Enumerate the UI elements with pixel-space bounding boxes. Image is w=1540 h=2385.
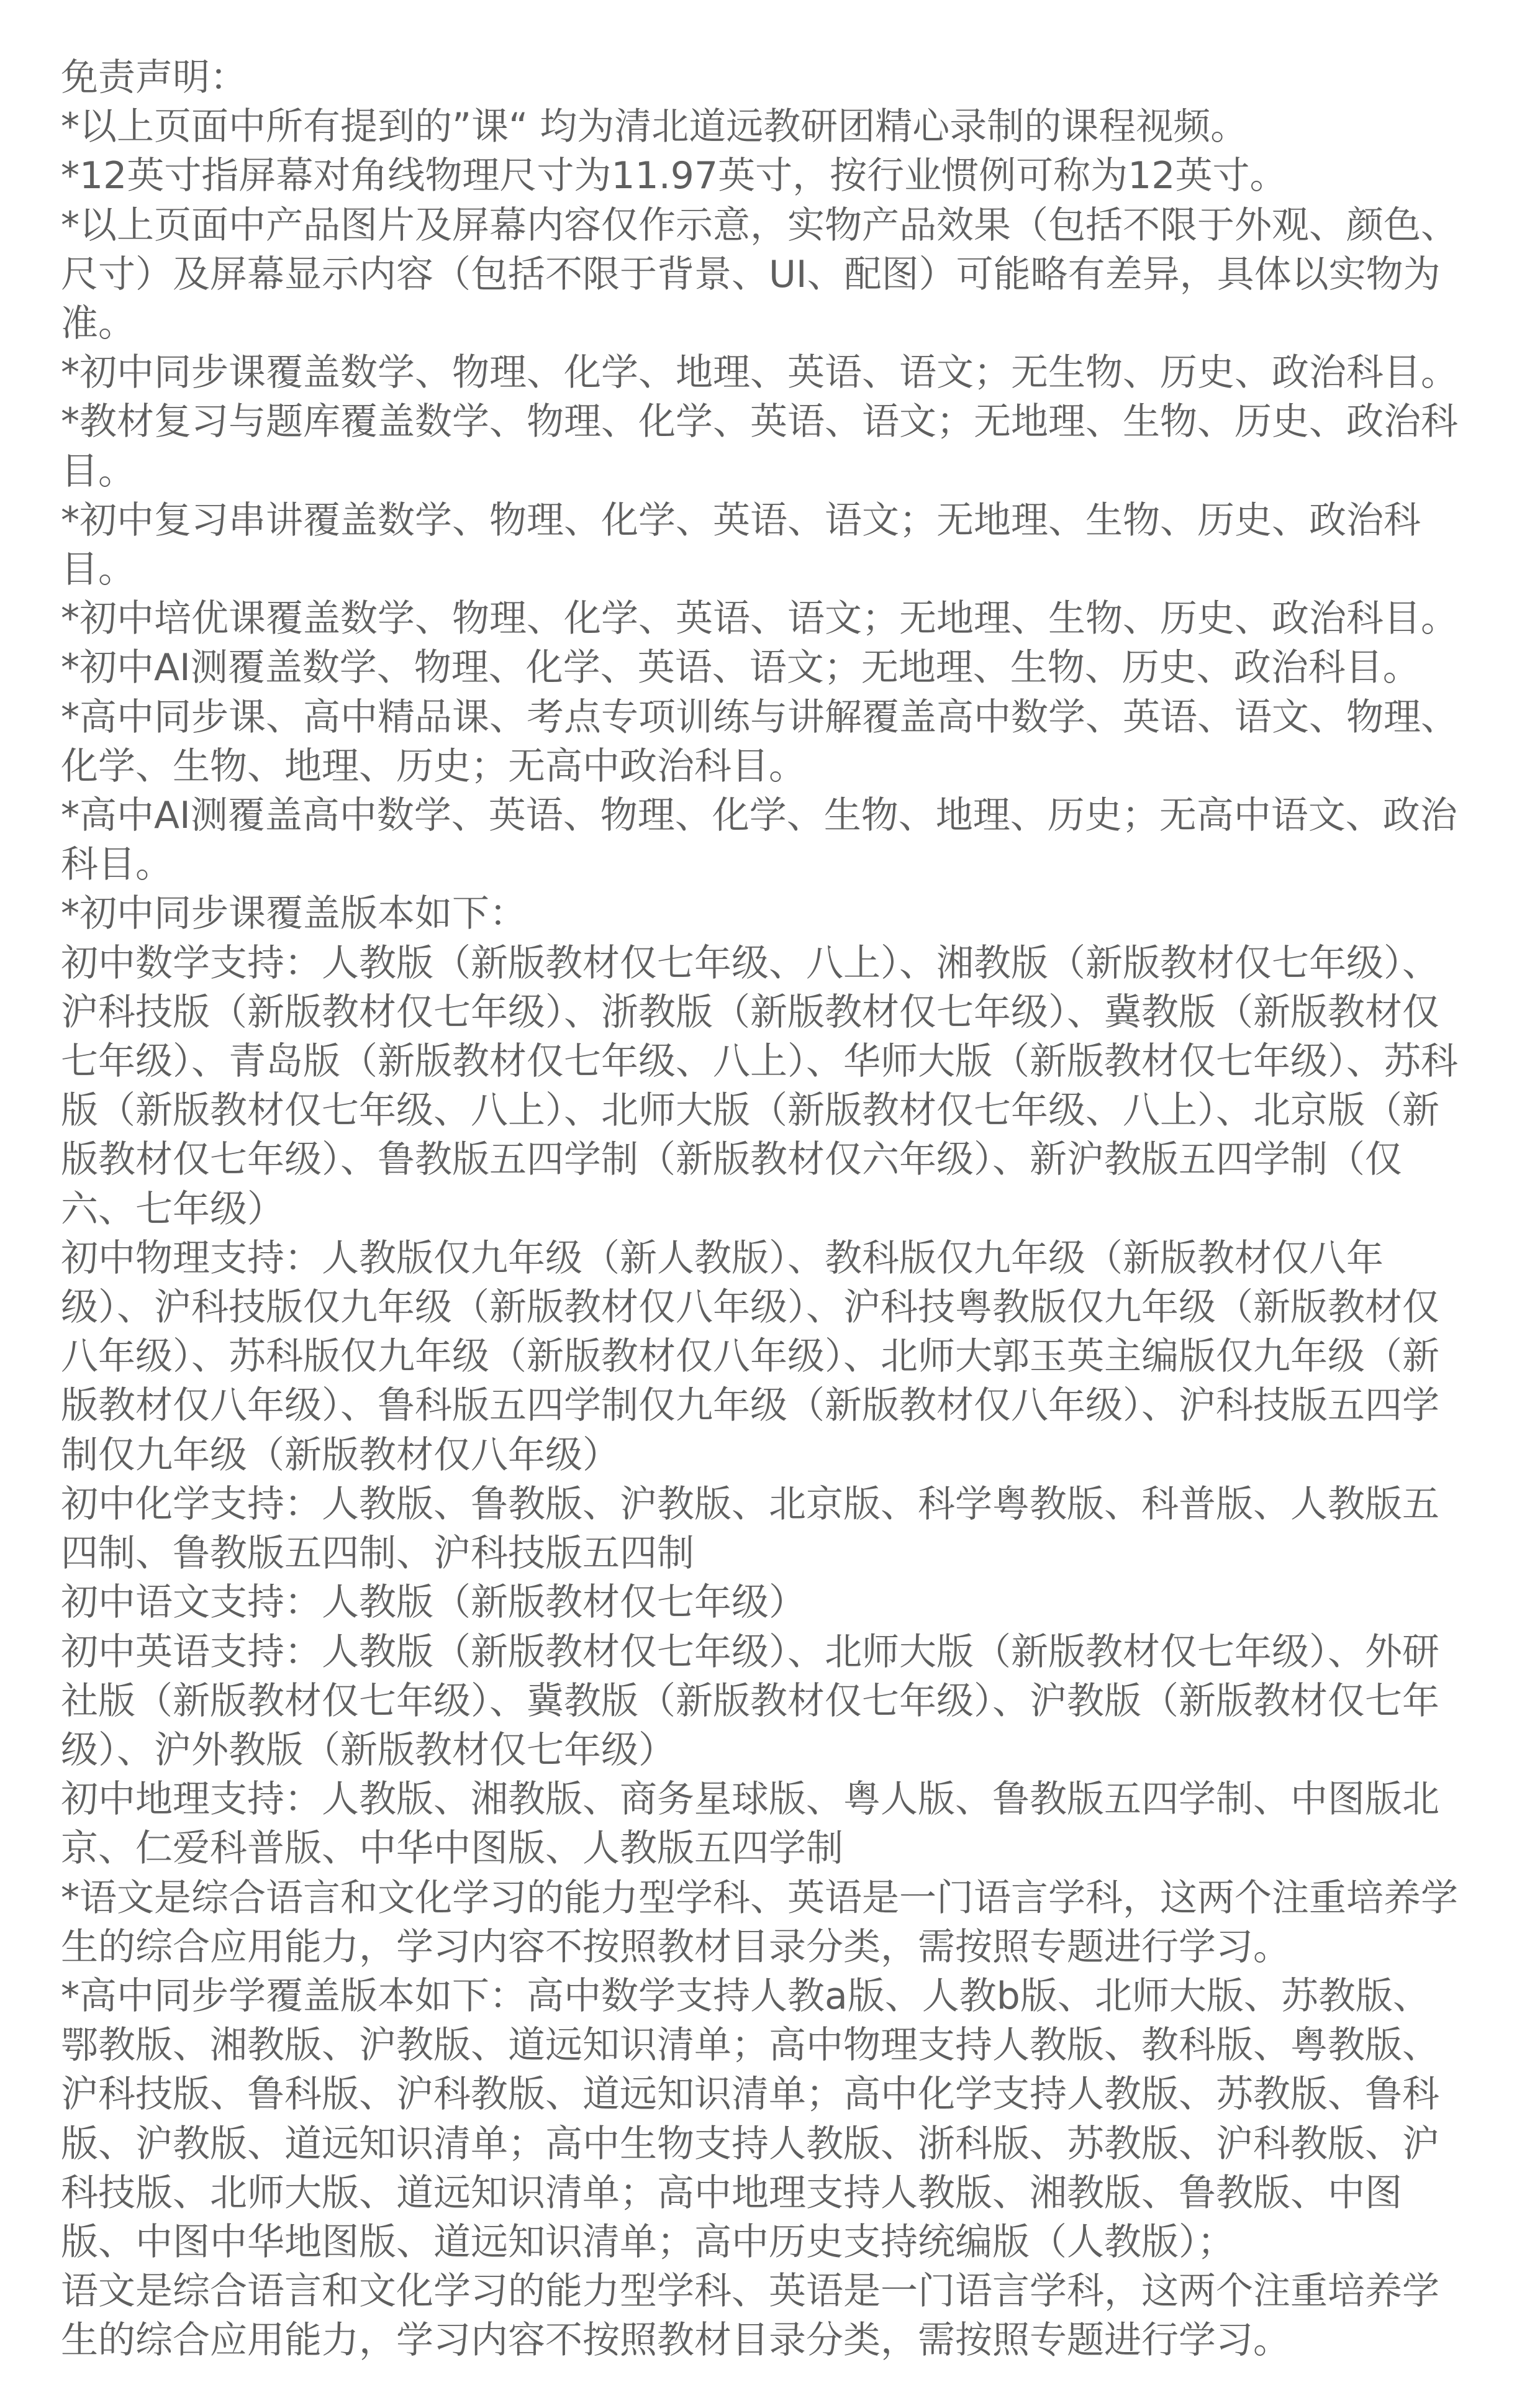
disclaimer-paragraph: 语文是综合语言和文化学习的能力型学科、英语是一门语言学科，这两个注重培养学生的综合应用能力，学习内容不按照教材目录分类，需按照专题进行学习。 (61, 2269, 1439, 2363)
junior-physics-versions: 初中物理支持：人教版仅九年级（新人教版）、教科版仅九年级（新版教材仅八年级）、沪科技版仅九年级（新版教材仅八年级）、沪科技粤教版仅九年级（新版教材仅八年级）、苏科版仅九年级（新版教材仅八年级）、北师大郭玉英主编版仅九年级（新版教材仅八年级）、鲁科版五四学制仅九年级（新版教材仅八年级）、沪科技版五四学制仅九年级（新版教材仅八年级） (61, 1236, 1439, 1477)
disclaimer-paragraph: *高中同步课、高中精品课、考点专项训练与讲解覆盖高中数学、英语、语文、物理、化学、生物、地理、历史；无高中政治科目。 (61, 695, 1458, 788)
disclaimer-paragraph: *以上页面中所有提到的”课“ 均为清北道远教研团精心录制的课程视频。 (61, 105, 1248, 149)
disclaimer-title: 免责声明： (61, 56, 247, 99)
disclaimer-paragraph: *教材复习与题库覆盖数学、物理、化学、英语、语文；无地理、生物、历史、政治科目。 (61, 400, 1458, 493)
junior-geography-versions: 初中地理支持：人教版、湘教版、商务星球版、粤人版、鲁教版五四学制、中图版北京、仁爱科普版、中华中图版、人教版五四学制 (61, 1778, 1439, 1871)
senior-versions-paragraph: *高中同步学覆盖版本如下：高中数学支持人教a版、人教b版、北师大版、苏教版、鄂教版、湘教版、沪教版、道远知识清单；高中物理支持人教版、教科版、粤教版、沪科技版、鲁科版、沪科教版、道远知识清单；高中化学支持人教版、苏教版、鲁科版、沪教版、道远知识清单；高中生物支持人教版、浙科版、苏教版、沪科教版、沪科技版、北师大版、道远知识清单；高中地理支持人教版、湘教版、鲁教版、中图版、中图中华地图版、道远知识清单；高中历史支持统编版（人教版）； (61, 1974, 1439, 2264)
disclaimer-paragraph: *语文是综合语言和文化学习的能力型学科、英语是一门语言学科，这两个注重培养学生的综合应用能力，学习内容不按照教材目录分类，需按照专题进行学习。 (61, 1876, 1458, 1969)
disclaimer-document (61, 53, 1464, 2366)
junior-english-versions: 初中英语支持：人教版（新版教材仅七年级）、北师大版（新版教材仅七年级）、外研社版（新版教材仅七年级）、冀教版（新版教材仅七年级）、沪教版（新版教材仅七年级）、沪外教版（新版教材仅七年级） (61, 1630, 1439, 1772)
disclaimer-paragraph: *12英寸指屏幕对角线物理尺寸为11.97英寸，按行业惯例可称为12英寸。 (61, 154, 1287, 198)
junior-chemistry-versions: 初中化学支持：人教版、鲁教版、沪教版、北京版、科学粤教版、科普版、人教版五四制、鲁教版五四制、沪科技版五四制 (61, 1482, 1439, 1576)
disclaimer-paragraph: *初中同步课覆盖数学、物理、化学、地理、英语、语文；无生物、历史、政治科目。 (61, 351, 1458, 395)
disclaimer-paragraph: *以上页面中产品图片及屏幕内容仅作示意，实物产品效果（包括不限于外观、颜色、尺寸）及屏幕显示内容（包括不限于背景、UI、配图）可能略有差异，具体以实物为准。 (61, 203, 1458, 346)
disclaimer-paragraph: *高中AI测覆盖高中数学、英语、物理、化学、生物、地理、历史；无高中语文、政治科目。 (61, 794, 1457, 887)
disclaimer-paragraph: *初中AI测覆盖数学、物理、化学、英语、语文；无地理、生物、历史、政治科目。 (61, 646, 1420, 690)
disclaimer-paragraph: *初中复习串讲覆盖数学、物理、化学、英语、语文；无地理、生物、历史、政治科目。 (61, 498, 1421, 592)
junior-chinese-versions: 初中语文支持：人教版（新版教材仅七年级） (61, 1581, 806, 1625)
junior-math-versions: 初中数学支持：人教版（新版教材仅七年级、八上）、湘教版（新版教材仅七年级）、沪科技版（新版教材仅七年级）、浙教版（新版教材仅七年级）、冀教版（新版教材仅七年级）、青岛版（新版教材仅七年级、八上）、华师大版（新版教材仅七年级）、苏科版（新版教材仅七年级、八上）、北师大版（新版教材仅七年级、八上）、北京版（新版教材仅七年级）、鲁教版五四学制（新版教材仅六年级）、新沪教版五四学制（仅六、七年级） (61, 941, 1458, 1231)
disclaimer-paragraph: *初中培优课覆盖数学、物理、化学、英语、语文；无地理、生物、历史、政治科目。 (61, 597, 1458, 641)
disclaimer-paragraph: *初中同步课覆盖版本如下： (61, 892, 527, 936)
